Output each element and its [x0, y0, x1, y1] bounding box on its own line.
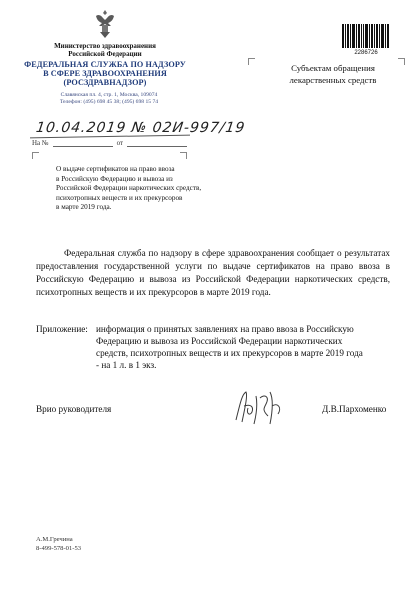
ministry-line-2: Российской Федерации — [68, 50, 142, 58]
recipient-line-1: Субъектам обращения — [291, 63, 375, 73]
handwritten-signature — [226, 386, 296, 426]
signer-role: Врио руководителя — [36, 404, 112, 414]
subject-line-5: в марте 2019 года. — [56, 203, 112, 211]
recipient — [268, 62, 398, 86]
recipient-corner-left — [248, 58, 255, 65]
subject-corner-right — [180, 152, 187, 159]
subject-line-3: Российской Федерации наркотических средств, — [56, 184, 202, 192]
signer-name: Д.В.Пархоменко — [322, 404, 387, 414]
attachment-line-2: Федерацию и вывоза из Российской Федерации наркотических — [96, 336, 343, 346]
barcode-number: 2286726 — [354, 50, 378, 56]
executor-name: А.М.Гречина — [36, 536, 73, 543]
attachment-label: Приложение: — [36, 324, 88, 334]
agency-line-1: ФЕДЕРАЛЬНАЯ СЛУЖБА ПО НАДЗОРУ — [24, 60, 186, 69]
address-line-2: Телефон: (495) 698 45 38; (495) 698 15 74 — [59, 99, 159, 105]
attachment-line-4: - на 1 л. в 1 экз. — [96, 360, 157, 370]
attachment-line-3: средств, психотропных веществ и их прекурсоров в марте 2019 года — [96, 348, 363, 358]
attachment-description — [96, 323, 394, 371]
ministry-name — [36, 42, 174, 58]
subject-line-2: в Российскую Федерацию и вывоза из — [56, 174, 173, 183]
executor-phone: 8-499-578-01-53 — [36, 545, 82, 552]
number-blank — [53, 139, 113, 147]
recipient-line-2: лекарственных средств — [289, 75, 377, 85]
subject-corner-left — [32, 152, 39, 159]
subject-line-1: О выдаче сертификатов на право ввоза — [56, 165, 175, 173]
agency-line-3: (РОСЗДРАВНАДЗОР) — [63, 78, 147, 87]
number-label: На № — [32, 139, 49, 147]
subject-line-4: психотропных веществ и их прекурсоров — [56, 193, 183, 202]
address-line-1: Славянская пл. 4, стр. 1, Москва, 109074 — [60, 92, 158, 98]
date-blank — [127, 139, 187, 147]
agency-name — [24, 60, 186, 87]
reference-number-field — [32, 139, 191, 147]
registration-number-handwritten: 10.04.2019 № 02И-997/19 — [34, 120, 247, 136]
letter-subject — [56, 165, 246, 213]
coat-of-arms-icon — [92, 8, 118, 40]
barcode-icon — [342, 24, 390, 48]
recipient-corner-right — [398, 58, 405, 65]
agency-address — [34, 92, 184, 106]
attachment-line-1: информация о принятых заявлениях на право ввоза в Российскую — [96, 324, 354, 334]
agency-line-2: В СФЕРЕ ЗДРАВООХРАНЕНИЯ — [43, 69, 167, 78]
letter-body: Федеральная служба по надзору в сфере здравоохранения сообщает о результатах предоставления государственной услуги по выдаче сертификатов на право ввоза в Российскую Федерацию и вывоза из Российской Федерации наркотических средств, психотропных веществ и их прекурсоров в марте 2019 года. — [36, 248, 390, 297]
from-label: от — [116, 139, 124, 147]
ministry-line-1: Министерство здравоохранения — [54, 42, 156, 50]
executor-info — [36, 535, 81, 553]
